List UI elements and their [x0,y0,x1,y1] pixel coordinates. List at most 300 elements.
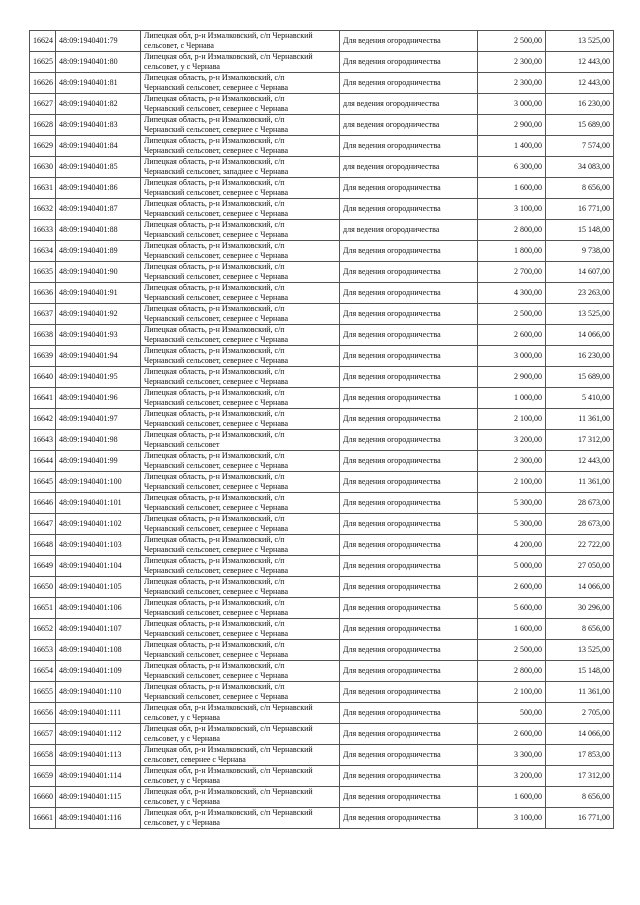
row-number-cell: 16641 [30,388,56,409]
cadastral-number-cell: 48:09:1940401:94 [56,346,141,367]
area-cell: 2 100,00 [478,472,546,493]
address-line-1: Липецкая область, р-н Измалковский, с/п [144,262,285,271]
land-use-cell: для ведения огородничества [340,157,478,178]
land-use-cell: Для ведения огородничества [340,388,478,409]
area-cell: 3 200,00 [478,430,546,451]
table-row [30,241,614,262]
cadastral-value-cell: 16 771,00 [546,808,614,829]
cadastral-value-cell: 11 361,00 [546,409,614,430]
row-number-cell: 16640 [30,367,56,388]
cadastral-number-cell: 48:09:1940401:111 [56,703,141,724]
area-cell: 3 100,00 [478,199,546,220]
address-cell [141,535,340,556]
row-number-cell: 16652 [30,619,56,640]
table-row [30,73,614,94]
table-row [30,661,614,682]
address-line-2: сельсовет, с Чернава [144,41,214,50]
address-cell [141,136,340,157]
row-number-cell: 16657 [30,724,56,745]
address-line-1: Липецкая область, р-н Измалковский, с/п [144,682,285,691]
cadastral-value-cell: 12 443,00 [546,73,614,94]
cadastral-number-cell: 48:09:1940401:116 [56,808,141,829]
row-number-cell: 16654 [30,661,56,682]
address-cell [141,682,340,703]
table-row [30,409,614,430]
address-line-2: сельсовет, у с Чернава [144,818,220,827]
address-line-1: Липецкая область, р-н Измалковский, с/п [144,535,285,544]
address-line-1: Липецкая область, р-н Измалковский, с/п [144,598,285,607]
row-number-cell: 16633 [30,220,56,241]
address-line-1: Липецкая область, р-н Измалковский, с/п [144,493,285,502]
row-number-cell: 16660 [30,787,56,808]
cadastral-value-cell: 13 525,00 [546,31,614,52]
address-line-1: Липецкая область, р-н Измалковский, с/п [144,346,285,355]
land-use-cell: Для ведения огородничества [340,451,478,472]
address-line-1: Липецкая обл, р-н Измалковский, с/п Чернавский [144,787,313,796]
address-cell [141,745,340,766]
cadastral-number-cell: 48:09:1940401:109 [56,661,141,682]
cadastral-value-cell: 34 083,00 [546,157,614,178]
cadastral-value-cell: 5 410,00 [546,388,614,409]
row-number-cell: 16635 [30,262,56,283]
address-cell [141,94,340,115]
row-number-cell: 16628 [30,115,56,136]
address-line-2: Чернавский сельсовет, севернее с Чернава [144,377,289,386]
cadastral-value-cell: 16 230,00 [546,346,614,367]
address-cell [141,724,340,745]
address-line-2: сельсовет, севернее с Чернава [144,755,246,764]
table-row [30,430,614,451]
area-cell: 3 000,00 [478,346,546,367]
cadastral-value-cell: 8 656,00 [546,178,614,199]
area-cell: 5 300,00 [478,493,546,514]
address-line-2: Чернавский сельсовет, севернее с Чернава [144,209,289,218]
address-cell [141,220,340,241]
row-number-cell: 16626 [30,73,56,94]
land-use-cell: Для ведения огородничества [340,346,478,367]
area-cell: 2 500,00 [478,31,546,52]
table-row [30,787,614,808]
cadastral-value-cell: 8 656,00 [546,619,614,640]
address-line-1: Липецкая область, р-н Измалковский, с/п [144,283,285,292]
area-cell: 4 300,00 [478,283,546,304]
table-row [30,199,614,220]
area-cell: 1 800,00 [478,241,546,262]
land-use-cell: Для ведения огородничества [340,472,478,493]
table-row [30,388,614,409]
address-line-2: Чернавский сельсовет, севернее с Чернава [144,692,289,701]
table-row [30,535,614,556]
cadastral-value-cell: 2 705,00 [546,703,614,724]
table-row [30,136,614,157]
land-use-cell: Для ведения огородничества [340,283,478,304]
address-line-2: Чернавский сельсовет, севернее с Чернава [144,335,289,344]
address-line-2: Чернавский сельсовет, севернее с Чернава [144,608,289,617]
address-cell [141,787,340,808]
land-use-cell: Для ведения огородничества [340,136,478,157]
address-cell [141,283,340,304]
area-cell: 2 700,00 [478,262,546,283]
cadastral-number-cell: 48:09:1940401:90 [56,262,141,283]
area-cell: 2 600,00 [478,577,546,598]
cadastral-value-cell: 12 443,00 [546,52,614,73]
table-row [30,262,614,283]
row-number-cell: 16637 [30,304,56,325]
address-cell [141,304,340,325]
address-cell [141,514,340,535]
land-use-cell: Для ведения огородничества [340,367,478,388]
cadastral-value-cell: 13 525,00 [546,640,614,661]
address-line-2: сельсовет, у с Чернава [144,797,220,806]
cadastral-value-cell: 15 148,00 [546,661,614,682]
area-cell: 500,00 [478,703,546,724]
cadastral-value-cell: 15 148,00 [546,220,614,241]
land-use-cell: Для ведения огородничества [340,52,478,73]
table-row [30,766,614,787]
cadastral-value-cell: 30 296,00 [546,598,614,619]
address-line-2: Чернавский сельсовет, севернее с Чернава [144,83,289,92]
cadastral-value-cell: 9 738,00 [546,241,614,262]
table-row [30,31,614,52]
table-row [30,304,614,325]
address-cell [141,262,340,283]
address-cell [141,409,340,430]
address-cell [141,430,340,451]
table-row [30,52,614,73]
row-number-cell: 16627 [30,94,56,115]
address-line-1: Липецкая область, р-н Измалковский, с/п [144,472,285,481]
address-line-2: Чернавский сельсовет, севернее с Чернава [144,587,289,596]
land-use-cell: Для ведения огородничества [340,556,478,577]
land-use-cell: Для ведения огородничества [340,619,478,640]
area-cell: 5 600,00 [478,598,546,619]
address-cell [141,661,340,682]
cadastral-number-cell: 48:09:1940401:95 [56,367,141,388]
area-cell: 3 100,00 [478,808,546,829]
address-line-1: Липецкая область, р-н Измалковский, с/п [144,115,285,124]
address-line-1: Липецкая обл, р-н Измалковский, с/п Чернавский [144,766,313,775]
land-use-cell: Для ведения огородничества [340,682,478,703]
address-line-1: Липецкая область, р-н Измалковский, с/п [144,640,285,649]
table-row [30,598,614,619]
table-body [30,31,614,829]
cadastral-value-cell: 14 066,00 [546,724,614,745]
area-cell: 2 600,00 [478,724,546,745]
address-cell [141,199,340,220]
cadastral-value-cell: 23 263,00 [546,283,614,304]
land-use-cell: Для ведения огородничества [340,430,478,451]
cadastral-number-cell: 48:09:1940401:85 [56,157,141,178]
land-use-cell: для ведения огородничества [340,220,478,241]
cadastral-value-cell: 28 673,00 [546,514,614,535]
address-line-1: Липецкая область, р-н Измалковский, с/п [144,94,285,103]
land-use-cell: Для ведения огородничества [340,535,478,556]
table-row [30,115,614,136]
address-line-2: Чернавский сельсовет, севернее с Чернава [144,545,289,554]
cadastral-value-cell: 17 312,00 [546,430,614,451]
address-line-2: Чернавский сельсовет, севернее с Чернава [144,272,289,281]
address-cell [141,703,340,724]
address-cell [141,808,340,829]
address-cell [141,388,340,409]
cadastral-number-cell: 48:09:1940401:99 [56,451,141,472]
land-use-cell: Для ведения огородничества [340,493,478,514]
row-number-cell: 16632 [30,199,56,220]
address-line-1: Липецкая обл, р-н Измалковский, с/п Чернавский [144,703,313,712]
area-cell: 1 400,00 [478,136,546,157]
area-cell: 2 300,00 [478,73,546,94]
land-use-cell: Для ведения огородничества [340,325,478,346]
address-line-1: Липецкая область, р-н Измалковский, с/п [144,199,285,208]
row-number-cell: 16639 [30,346,56,367]
row-number-cell: 16659 [30,766,56,787]
address-cell [141,325,340,346]
cadastral-value-cell: 7 574,00 [546,136,614,157]
address-cell [141,52,340,73]
cadastral-value-cell: 8 656,00 [546,787,614,808]
cadastral-value-cell: 17 312,00 [546,766,614,787]
land-use-cell: Для ведения огородничества [340,724,478,745]
address-line-2: Чернавский сельсовет, севернее с Чернава [144,188,289,197]
land-use-cell: Для ведения огородничества [340,703,478,724]
cadastral-number-cell: 48:09:1940401:103 [56,535,141,556]
land-use-cell: Для ведения огородничества [340,199,478,220]
address-line-1: Липецкая область, р-н Измалковский, с/п [144,136,285,145]
cadastral-value-cell: 14 066,00 [546,577,614,598]
address-line-1: Липецкая обл, р-н Измалковский, с/п Чернавский [144,52,313,61]
land-use-cell: Для ведения огородничества [340,766,478,787]
cadastral-value-cell: 13 525,00 [546,304,614,325]
address-line-2: сельсовет, у с Чернава [144,62,220,71]
land-use-cell: Для ведения огородничества [340,787,478,808]
address-cell [141,31,340,52]
cadastral-value-cell: 14 607,00 [546,262,614,283]
land-use-cell: для ведения огородничества [340,115,478,136]
address-cell [141,472,340,493]
cadastral-number-cell: 48:09:1940401:92 [56,304,141,325]
address-cell [141,367,340,388]
land-use-cell: Для ведения огородничества [340,178,478,199]
row-number-cell: 16625 [30,52,56,73]
land-use-cell: Для ведения огородничества [340,241,478,262]
address-line-2: Чернавский сельсовет, севернее с Чернава [144,230,289,239]
address-line-1: Липецкая область, р-н Измалковский, с/п [144,304,285,313]
address-line-1: Липецкая область, р-н Измалковский, с/п [144,220,285,229]
address-line-2: сельсовет, у с Чернава [144,713,220,722]
row-number-cell: 16624 [30,31,56,52]
cadastral-value-cell: 15 689,00 [546,115,614,136]
row-number-cell: 16630 [30,157,56,178]
land-use-cell: Для ведения огородничества [340,745,478,766]
table-row [30,682,614,703]
address-line-1: Липецкая обл, р-н Измалковский, с/п Чернавский [144,808,313,817]
cadastral-number-cell: 48:09:1940401:107 [56,619,141,640]
area-cell: 2 300,00 [478,52,546,73]
address-line-1: Липецкая область, р-н Измалковский, с/п [144,661,285,670]
address-line-2: Чернавский сельсовет, севернее с Чернава [144,461,289,470]
row-number-cell: 16653 [30,640,56,661]
address-cell [141,493,340,514]
row-number-cell: 16638 [30,325,56,346]
cadastral-value-cell: 14 066,00 [546,325,614,346]
row-number-cell: 16629 [30,136,56,157]
address-line-2: Чернавский сельсовет, севернее с Чернава [144,251,289,260]
row-number-cell: 16636 [30,283,56,304]
address-line-1: Липецкая область, р-н Измалковский, с/п [144,388,285,397]
cadastral-value-cell: 15 689,00 [546,367,614,388]
row-number-cell: 16642 [30,409,56,430]
address-line-2: Чернавский сельсовет, севернее с Чернава [144,314,289,323]
cadastral-number-cell: 48:09:1940401:100 [56,472,141,493]
land-use-cell: Для ведения огородничества [340,304,478,325]
table-row [30,724,614,745]
row-number-cell: 16647 [30,514,56,535]
address-line-2: Чернавский сельсовет, севернее с Чернава [144,293,289,302]
address-line-2: Чернавский сельсовет, севернее с Чернава [144,146,289,155]
table-row [30,451,614,472]
address-line-1: Липецкая область, р-н Измалковский, с/п [144,619,285,628]
table-row [30,514,614,535]
table-row [30,94,614,115]
row-number-cell: 16661 [30,808,56,829]
cadastral-number-cell: 48:09:1940401:106 [56,598,141,619]
table-row [30,283,614,304]
address-line-2: Чернавский сельсовет [144,440,220,449]
address-line-2: Чернавский сельсовет, севернее с Чернава [144,104,289,113]
address-cell [141,577,340,598]
address-line-2: сельсовет, у с Чернава [144,734,220,743]
cadastral-number-cell: 48:09:1940401:101 [56,493,141,514]
area-cell: 1 000,00 [478,388,546,409]
cadastral-number-cell: 48:09:1940401:113 [56,745,141,766]
table-row [30,325,614,346]
row-number-cell: 16655 [30,682,56,703]
cadastral-number-cell: 48:09:1940401:80 [56,52,141,73]
address-cell [141,157,340,178]
row-number-cell: 16634 [30,241,56,262]
cadastral-value-cell: 16 230,00 [546,94,614,115]
cadastral-number-cell: 48:09:1940401:84 [56,136,141,157]
address-line-1: Липецкая область, р-н Измалковский, с/п [144,157,285,166]
address-cell [141,115,340,136]
cadastral-number-cell: 48:09:1940401:114 [56,766,141,787]
address-line-1: Липецкая обл, р-н Измалковский, с/п Чернавский [144,31,313,40]
row-number-cell: 16651 [30,598,56,619]
cadastral-value-cell: 22 722,00 [546,535,614,556]
area-cell: 3 300,00 [478,745,546,766]
address-cell [141,640,340,661]
address-line-2: Чернавский сельсовет, севернее с Чернава [144,398,289,407]
address-line-1: Липецкая область, р-н Измалковский, с/п [144,178,285,187]
area-cell: 2 500,00 [478,640,546,661]
cadastral-number-cell: 48:09:1940401:82 [56,94,141,115]
table-row [30,703,614,724]
table-row [30,346,614,367]
land-use-cell: Для ведения огородничества [340,31,478,52]
land-registry-table [29,30,614,829]
address-cell [141,451,340,472]
cadastral-number-cell: 48:09:1940401:89 [56,241,141,262]
cadastral-value-cell: 16 771,00 [546,199,614,220]
address-line-1: Липецкая область, р-н Измалковский, с/п [144,325,285,334]
row-number-cell: 16644 [30,451,56,472]
address-line-1: Липецкая область, р-н Измалковский, с/п [144,73,285,82]
address-line-1: Липецкая область, р-н Измалковский, с/п [144,367,285,376]
row-number-cell: 16646 [30,493,56,514]
document-page [29,30,614,829]
cadastral-value-cell: 27 050,00 [546,556,614,577]
cadastral-value-cell: 11 361,00 [546,682,614,703]
land-use-cell: Для ведения огородничества [340,73,478,94]
cadastral-number-cell: 48:09:1940401:93 [56,325,141,346]
address-cell [141,556,340,577]
area-cell: 3 000,00 [478,94,546,115]
area-cell: 2 900,00 [478,115,546,136]
area-cell: 2 300,00 [478,451,546,472]
land-use-cell: Для ведения огородничества [340,262,478,283]
address-line-1: Липецкая обл, р-н Измалковский, с/п Чернавский [144,745,313,754]
land-use-cell: Для ведения огородничества [340,577,478,598]
address-line-2: Чернавский сельсовет, севернее с Чернава [144,629,289,638]
row-number-cell: 16643 [30,430,56,451]
table-row [30,472,614,493]
area-cell: 2 600,00 [478,325,546,346]
area-cell: 6 300,00 [478,157,546,178]
address-line-2: Чернавский сельсовет, западнее с Чернава [144,167,289,176]
row-number-cell: 16648 [30,535,56,556]
cadastral-number-cell: 48:09:1940401:83 [56,115,141,136]
address-line-2: Чернавский сельсовет, севернее с Чернава [144,503,289,512]
area-cell: 2 100,00 [478,682,546,703]
area-cell: 4 200,00 [478,535,546,556]
address-line-1: Липецкая область, р-н Измалковский, с/п [144,430,285,439]
area-cell: 1 600,00 [478,619,546,640]
table-row [30,367,614,388]
cadastral-number-cell: 48:09:1940401:98 [56,430,141,451]
cadastral-number-cell: 48:09:1940401:105 [56,577,141,598]
cadastral-number-cell: 48:09:1940401:115 [56,787,141,808]
table-row [30,619,614,640]
address-cell [141,178,340,199]
cadastral-value-cell: 11 361,00 [546,472,614,493]
area-cell: 2 900,00 [478,367,546,388]
cadastral-number-cell: 48:09:1940401:104 [56,556,141,577]
address-cell [141,73,340,94]
area-cell: 5 000,00 [478,556,546,577]
cadastral-number-cell: 48:09:1940401:96 [56,388,141,409]
area-cell: 5 300,00 [478,514,546,535]
land-use-cell: Для ведения огородничества [340,514,478,535]
row-number-cell: 16658 [30,745,56,766]
cadastral-value-cell: 17 853,00 [546,745,614,766]
area-cell: 1 600,00 [478,787,546,808]
table-row [30,556,614,577]
address-line-1: Липецкая область, р-н Измалковский, с/п [144,241,285,250]
land-use-cell: Для ведения огородничества [340,808,478,829]
row-number-cell: 16650 [30,577,56,598]
address-line-1: Липецкая область, р-н Измалковский, с/п [144,409,285,418]
row-number-cell: 16656 [30,703,56,724]
land-use-cell: Для ведения огородничества [340,640,478,661]
address-line-2: Чернавский сельсовет, севернее с Чернава [144,482,289,491]
area-cell: 2 100,00 [478,409,546,430]
address-line-1: Липецкая область, р-н Измалковский, с/п [144,577,285,586]
row-number-cell: 16631 [30,178,56,199]
cadastral-number-cell: 48:09:1940401:81 [56,73,141,94]
cadastral-number-cell: 48:09:1940401:87 [56,199,141,220]
address-line-2: Чернавский сельсовет, севернее с Чернава [144,419,289,428]
table-row [30,577,614,598]
